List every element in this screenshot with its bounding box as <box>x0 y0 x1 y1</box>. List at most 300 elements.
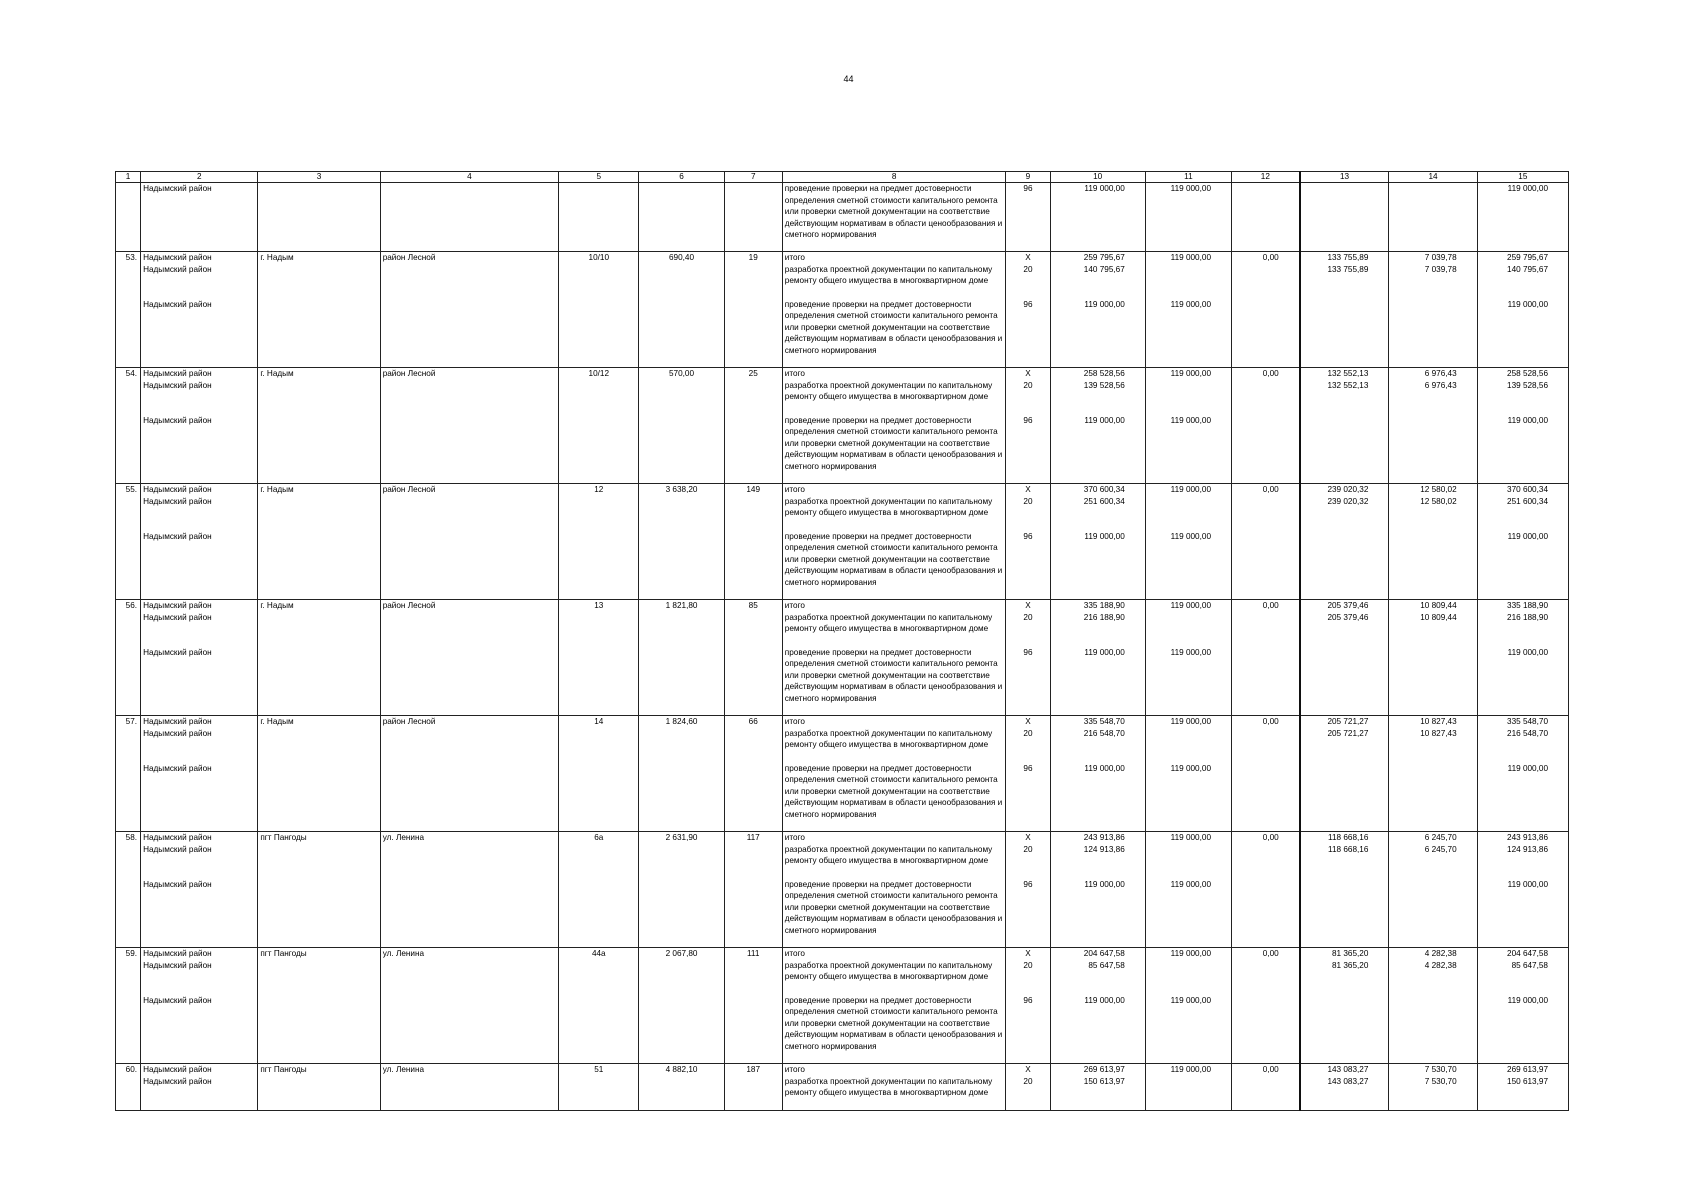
cell-col5 <box>559 763 639 832</box>
cell-col12 <box>1232 647 1300 716</box>
column-number-header: 6 <box>639 172 724 183</box>
cell-col3: г. Надым <box>258 368 380 380</box>
cell-col5 <box>559 264 639 299</box>
cell-col12 <box>1232 844 1300 879</box>
cell-col10: 204 647,58 <box>1050 948 1145 960</box>
cell-col4: ул. Ленина <box>380 832 558 844</box>
cell-col8: итого <box>782 832 1006 844</box>
cell-col6 <box>639 531 724 600</box>
cell-col13 <box>1300 183 1389 252</box>
cell-col14: 10 827,43 <box>1389 728 1477 763</box>
cell-col11: 119 000,00 <box>1145 600 1231 612</box>
cell-col6 <box>639 264 724 299</box>
cell-col6: 4 882,10 <box>639 1064 724 1076</box>
cell-col10: 216 188,90 <box>1050 612 1145 647</box>
table-row <box>116 496 1569 531</box>
cell-col7 <box>724 531 782 600</box>
cell-col15: 243 913,86 <box>1477 832 1568 844</box>
cell-col8: итого <box>782 368 1006 380</box>
cell-col3 <box>258 415 380 484</box>
cell-number <box>116 728 141 763</box>
cell-col2: Надымский район <box>141 600 258 612</box>
cell-col10: 119 000,00 <box>1050 299 1145 368</box>
cell-col14 <box>1389 299 1477 368</box>
cell-col3 <box>258 763 380 832</box>
cell-col11 <box>1145 496 1231 531</box>
cell-col6 <box>639 960 724 995</box>
cell-col15: 370 600,34 <box>1477 484 1568 496</box>
cell-col9: X <box>1006 600 1050 612</box>
cell-col13: 133 755,89 <box>1300 264 1389 299</box>
cell-col5: 10/12 <box>559 368 639 380</box>
cell-col11: 119 000,00 <box>1145 716 1231 728</box>
cell-col13: 81 365,20 <box>1300 960 1389 995</box>
cell-col7: 25 <box>724 368 782 380</box>
cell-col4 <box>380 183 558 252</box>
table-row <box>116 264 1569 299</box>
cell-col7 <box>724 844 782 879</box>
cell-col10: 251 600,34 <box>1050 496 1145 531</box>
cell-col10: 124 913,86 <box>1050 844 1145 879</box>
cell-col3: г. Надым <box>258 252 380 264</box>
cell-col11 <box>1145 612 1231 647</box>
cell-col9: 96 <box>1006 415 1050 484</box>
cell-col4 <box>380 264 558 299</box>
cell-col12 <box>1232 183 1300 252</box>
cell-col2: Надымский район <box>141 484 258 496</box>
column-number-header: 11 <box>1145 172 1231 183</box>
cell-col4 <box>380 844 558 879</box>
cell-col11: 119 000,00 <box>1145 299 1231 368</box>
cell-col8: проведение проверки на предмет достоверности определения сметной стоимости капитального ремонта или проверки сметной документации на соответствие действующим нормативам в области ценообразования и сметного нормирования <box>782 879 1006 948</box>
cell-col2: Надымский район <box>141 763 258 832</box>
cell-col13: 132 552,13 <box>1300 368 1389 380</box>
cell-col5 <box>559 728 639 763</box>
cell-col13: 239 020,32 <box>1300 484 1389 496</box>
cell-col8: итого <box>782 252 1006 264</box>
cell-col12 <box>1232 380 1300 415</box>
cell-col7: 187 <box>724 1064 782 1076</box>
cell-col5 <box>559 960 639 995</box>
cell-col9: X <box>1006 368 1050 380</box>
cell-col13 <box>1300 531 1389 600</box>
cell-col2: Надымский район <box>141 1076 258 1111</box>
cell-col6 <box>639 647 724 716</box>
cell-col9: X <box>1006 1064 1050 1076</box>
cell-col2: Надымский район <box>141 647 258 716</box>
cell-col3 <box>258 380 380 415</box>
cell-col4 <box>380 1076 558 1111</box>
cell-col7: 66 <box>724 716 782 728</box>
cell-col13 <box>1300 647 1389 716</box>
cell-col15: 150 613,97 <box>1477 1076 1568 1111</box>
cell-col15: 140 795,67 <box>1477 264 1568 299</box>
cell-col2: Надымский район <box>141 612 258 647</box>
cell-col7 <box>724 879 782 948</box>
cell-col3: пгт Пангоды <box>258 948 380 960</box>
cell-col14: 4 282,38 <box>1389 948 1477 960</box>
cell-col3 <box>258 844 380 879</box>
cell-col15: 139 528,56 <box>1477 380 1568 415</box>
cell-col13 <box>1300 879 1389 948</box>
cell-col14 <box>1389 763 1477 832</box>
cell-col4: район Лесной <box>380 252 558 264</box>
table-row <box>116 368 1569 380</box>
cell-col8: проведение проверки на предмет достоверности определения сметной стоимости капитального ремонта или проверки сметной документации на соответствие действующим нормативам в области ценообразования и сметного нормирования <box>782 763 1006 832</box>
column-number-header: 14 <box>1389 172 1477 183</box>
cell-col12 <box>1232 612 1300 647</box>
cell-col12 <box>1232 995 1300 1064</box>
cell-col11: 119 000,00 <box>1145 531 1231 600</box>
cell-col3: г. Надым <box>258 716 380 728</box>
cell-number <box>116 960 141 995</box>
table-row <box>116 380 1569 415</box>
cell-col9: 20 <box>1006 380 1050 415</box>
cell-col2: Надымский район <box>141 960 258 995</box>
table-row <box>116 948 1569 960</box>
cell-col13: 143 083,27 <box>1300 1076 1389 1111</box>
cell-col5 <box>559 531 639 600</box>
cell-number <box>116 763 141 832</box>
cell-col6 <box>639 728 724 763</box>
table-row <box>116 299 1569 368</box>
column-number-header: 12 <box>1232 172 1300 183</box>
cell-col12 <box>1232 299 1300 368</box>
cell-col14: 6 245,70 <box>1389 832 1477 844</box>
cell-col6 <box>639 183 724 252</box>
cell-col8: проведение проверки на предмет достоверности определения сметной стоимости капитального ремонта или проверки сметной документации на соответствие действующим нормативам в области ценообразования и сметного нормирования <box>782 415 1006 484</box>
cell-col12: 0,00 <box>1232 716 1300 728</box>
table-row <box>116 844 1569 879</box>
cell-col14 <box>1389 647 1477 716</box>
cell-col2: Надымский район <box>141 879 258 948</box>
cell-col14: 7 039,78 <box>1389 252 1477 264</box>
cell-number: 56. <box>116 600 141 612</box>
cell-col5: 10/10 <box>559 252 639 264</box>
cell-col11 <box>1145 380 1231 415</box>
cell-col3: г. Надым <box>258 600 380 612</box>
cell-col12 <box>1232 264 1300 299</box>
cell-col12: 0,00 <box>1232 948 1300 960</box>
cell-col14: 10 809,44 <box>1389 600 1477 612</box>
cell-col5: 6а <box>559 832 639 844</box>
cell-col6 <box>639 496 724 531</box>
cell-col10: 119 000,00 <box>1050 531 1145 600</box>
cell-col12 <box>1232 531 1300 600</box>
cell-col14 <box>1389 183 1477 252</box>
cell-col14: 10 809,44 <box>1389 612 1477 647</box>
cell-col13: 118 668,16 <box>1300 832 1389 844</box>
cell-col3 <box>258 264 380 299</box>
cell-col11: 119 000,00 <box>1145 763 1231 832</box>
cell-col7 <box>724 995 782 1064</box>
cell-col12: 0,00 <box>1232 368 1300 380</box>
table-row <box>116 183 1569 252</box>
cell-col13: 133 755,89 <box>1300 252 1389 264</box>
cell-col11: 119 000,00 <box>1145 879 1231 948</box>
cell-col5 <box>559 647 639 716</box>
cell-col8: разработка проектной документации по капитальному ремонту общего имущества в многоквартирном доме <box>782 612 1006 647</box>
cell-col8: итого <box>782 1064 1006 1076</box>
cell-col13: 239 020,32 <box>1300 496 1389 531</box>
cell-col7 <box>724 380 782 415</box>
cell-col6: 570,00 <box>639 368 724 380</box>
cell-col8: проведение проверки на предмет достоверности определения сметной стоимости капитального ремонта или проверки сметной документации на соответствие действующим нормативам в области ценообразования и сметного нормирования <box>782 299 1006 368</box>
cell-col5: 14 <box>559 716 639 728</box>
cell-number <box>116 844 141 879</box>
cell-col5 <box>559 496 639 531</box>
cell-col4 <box>380 960 558 995</box>
cell-col9: 96 <box>1006 299 1050 368</box>
cell-col2: Надымский район <box>141 264 258 299</box>
cell-col6 <box>639 844 724 879</box>
cell-number <box>116 264 141 299</box>
cell-col12 <box>1232 879 1300 948</box>
cell-col9: 20 <box>1006 728 1050 763</box>
cell-col5 <box>559 612 639 647</box>
column-number-header: 5 <box>559 172 639 183</box>
cell-col8: разработка проектной документации по капитальному ремонту общего имущества в многоквартирном доме <box>782 496 1006 531</box>
cell-col14: 7 530,70 <box>1389 1076 1477 1111</box>
cell-col4: район Лесной <box>380 368 558 380</box>
cell-col11: 119 000,00 <box>1145 415 1231 484</box>
cell-col4 <box>380 728 558 763</box>
cell-col5: 51 <box>559 1064 639 1076</box>
cell-col15: 251 600,34 <box>1477 496 1568 531</box>
cell-col14 <box>1389 995 1477 1064</box>
cell-number <box>116 380 141 415</box>
cell-col5 <box>559 380 639 415</box>
cell-col10: 119 000,00 <box>1050 647 1145 716</box>
cell-col8: итого <box>782 484 1006 496</box>
cell-col5 <box>559 183 639 252</box>
cell-col4 <box>380 496 558 531</box>
table-row <box>116 252 1569 264</box>
cell-col3 <box>258 879 380 948</box>
table-row <box>116 832 1569 844</box>
cell-col7 <box>724 264 782 299</box>
cell-col2: Надымский район <box>141 380 258 415</box>
table-row <box>116 879 1569 948</box>
cell-col15: 119 000,00 <box>1477 879 1568 948</box>
cell-col11: 119 000,00 <box>1145 832 1231 844</box>
cell-col11: 119 000,00 <box>1145 1064 1231 1076</box>
cell-col10: 258 528,56 <box>1050 368 1145 380</box>
cell-col7 <box>724 496 782 531</box>
cell-col13: 81 365,20 <box>1300 948 1389 960</box>
cell-number: 60. <box>116 1064 141 1076</box>
cell-col10: 119 000,00 <box>1050 763 1145 832</box>
cell-col2: Надымский район <box>141 832 258 844</box>
cell-col6 <box>639 763 724 832</box>
cell-col12 <box>1232 415 1300 484</box>
cell-col6 <box>639 612 724 647</box>
cell-col2: Надымский район <box>141 415 258 484</box>
cell-col11 <box>1145 1076 1231 1111</box>
table-row <box>116 1076 1569 1111</box>
cell-col15: 119 000,00 <box>1477 299 1568 368</box>
cell-col7 <box>724 960 782 995</box>
cell-col12: 0,00 <box>1232 252 1300 264</box>
cell-col2: Надымский район <box>141 299 258 368</box>
cell-col4 <box>380 380 558 415</box>
cell-col13: 143 083,27 <box>1300 1064 1389 1076</box>
cell-col5 <box>559 1076 639 1111</box>
cell-col7: 85 <box>724 600 782 612</box>
cell-col5 <box>559 415 639 484</box>
cell-col15: 216 548,70 <box>1477 728 1568 763</box>
cell-col5 <box>559 299 639 368</box>
cell-col13: 132 552,13 <box>1300 380 1389 415</box>
cell-col2: Надымский район <box>141 1064 258 1076</box>
cell-col8: разработка проектной документации по капитальному ремонту общего имущества в многоквартирном доме <box>782 728 1006 763</box>
cell-col6: 690,40 <box>639 252 724 264</box>
table-row <box>116 600 1569 612</box>
cell-col4 <box>380 879 558 948</box>
cell-col5: 44а <box>559 948 639 960</box>
cell-col11: 119 000,00 <box>1145 183 1231 252</box>
cell-col12 <box>1232 763 1300 832</box>
cell-col6 <box>639 415 724 484</box>
cell-col13 <box>1300 995 1389 1064</box>
cell-col3: пгт Пангоды <box>258 1064 380 1076</box>
cell-col7 <box>724 415 782 484</box>
cell-col8: разработка проектной документации по капитальному ремонту общего имущества в многоквартирном доме <box>782 1076 1006 1111</box>
cell-col10: 335 548,70 <box>1050 716 1145 728</box>
cell-col4: район Лесной <box>380 484 558 496</box>
header-row <box>116 172 1569 183</box>
cell-col15: 124 913,86 <box>1477 844 1568 879</box>
column-number-header: 3 <box>258 172 380 183</box>
cell-col3 <box>258 960 380 995</box>
cell-col7 <box>724 763 782 832</box>
cell-col13: 205 721,27 <box>1300 716 1389 728</box>
cell-col3: пгт Пангоды <box>258 832 380 844</box>
cell-col8: разработка проектной документации по капитальному ремонту общего имущества в многоквартирном доме <box>782 264 1006 299</box>
cell-number <box>116 995 141 1064</box>
cell-col15: 216 188,90 <box>1477 612 1568 647</box>
cell-col9: 20 <box>1006 496 1050 531</box>
cell-col11 <box>1145 264 1231 299</box>
cell-col6 <box>639 380 724 415</box>
cell-col4 <box>380 531 558 600</box>
cell-col2: Надымский район <box>141 531 258 600</box>
cell-col8: разработка проектной документации по капитальному ремонту общего имущества в многоквартирном доме <box>782 380 1006 415</box>
cell-col4: район Лесной <box>380 600 558 612</box>
cell-col8: итого <box>782 600 1006 612</box>
cell-col6: 1 824,60 <box>639 716 724 728</box>
cell-col2: Надымский район <box>141 496 258 531</box>
cell-col12: 0,00 <box>1232 600 1300 612</box>
cell-col3: г. Надым <box>258 484 380 496</box>
cell-col11: 119 000,00 <box>1145 368 1231 380</box>
cell-col15: 119 000,00 <box>1477 415 1568 484</box>
cell-col3 <box>258 183 380 252</box>
cell-col15: 335 548,70 <box>1477 716 1568 728</box>
cell-col2: Надымский район <box>141 716 258 728</box>
cell-col10: 335 188,90 <box>1050 600 1145 612</box>
cell-col10: 140 795,67 <box>1050 264 1145 299</box>
cell-col4: ул. Ленина <box>380 948 558 960</box>
cell-col7: 149 <box>724 484 782 496</box>
cell-col3 <box>258 995 380 1064</box>
cell-col9: X <box>1006 716 1050 728</box>
cell-col5: 13 <box>559 600 639 612</box>
cell-col9: 96 <box>1006 647 1050 716</box>
cell-col7 <box>724 183 782 252</box>
cell-col5: 12 <box>559 484 639 496</box>
cell-col10: 119 000,00 <box>1050 995 1145 1064</box>
cell-col6: 2 631,90 <box>639 832 724 844</box>
cell-number: 57. <box>116 716 141 728</box>
cell-col9: 20 <box>1006 612 1050 647</box>
cell-col10: 259 795,67 <box>1050 252 1145 264</box>
cell-col11: 119 000,00 <box>1145 484 1231 496</box>
cell-col7: 19 <box>724 252 782 264</box>
table-row <box>116 612 1569 647</box>
page-number: 44 <box>843 74 854 84</box>
cell-col8: проведение проверки на предмет достоверности определения сметной стоимости капитального ремонта или проверки сметной документации на соответствие действующим нормативам в области ценообразования и сметного нормирования <box>782 995 1006 1064</box>
cell-col5 <box>559 879 639 948</box>
cell-col7 <box>724 612 782 647</box>
cell-col14: 4 282,38 <box>1389 960 1477 995</box>
cell-col6: 2 067,80 <box>639 948 724 960</box>
cell-col6: 3 638,20 <box>639 484 724 496</box>
cell-col14 <box>1389 531 1477 600</box>
cell-col11: 119 000,00 <box>1145 995 1231 1064</box>
cell-number <box>116 612 141 647</box>
cell-col15: 335 188,90 <box>1477 600 1568 612</box>
cell-col8: разработка проектной документации по капитальному ремонту общего имущества в многоквартирном доме <box>782 960 1006 995</box>
column-number-header: 8 <box>782 172 1006 183</box>
cell-col14: 12 580,02 <box>1389 496 1477 531</box>
cell-col11: 119 000,00 <box>1145 948 1231 960</box>
cell-col13: 205 379,46 <box>1300 612 1389 647</box>
column-number-header: 15 <box>1477 172 1568 183</box>
cell-col15: 204 647,58 <box>1477 948 1568 960</box>
cell-col9: X <box>1006 832 1050 844</box>
cell-col10: 119 000,00 <box>1050 415 1145 484</box>
cell-col9: 96 <box>1006 879 1050 948</box>
cell-col9: 20 <box>1006 960 1050 995</box>
cell-col10: 85 647,58 <box>1050 960 1145 995</box>
cell-col9: 20 <box>1006 264 1050 299</box>
cell-col8: итого <box>782 948 1006 960</box>
cell-col8: проведение проверки на предмет достоверности определения сметной стоимости капитального ремонта или проверки сметной документации на соответствие действующим нормативам в области ценообразования и сметного нормирования <box>782 183 1006 252</box>
cell-col13: 205 379,46 <box>1300 600 1389 612</box>
cell-number: 59. <box>116 948 141 960</box>
cell-col2: Надымский район <box>141 368 258 380</box>
cell-col12 <box>1232 728 1300 763</box>
cell-number <box>116 1076 141 1111</box>
cell-col15: 119 000,00 <box>1477 763 1568 832</box>
cell-col2: Надымский район <box>141 728 258 763</box>
cell-number: 58. <box>116 832 141 844</box>
cell-col4 <box>380 612 558 647</box>
cell-col15: 119 000,00 <box>1477 531 1568 600</box>
cell-col3 <box>258 299 380 368</box>
cell-col6 <box>639 995 724 1064</box>
cell-col13 <box>1300 415 1389 484</box>
cell-col7 <box>724 728 782 763</box>
cell-col10: 243 913,86 <box>1050 832 1145 844</box>
cell-col9: X <box>1006 948 1050 960</box>
cell-col4 <box>380 647 558 716</box>
cell-col15: 119 000,00 <box>1477 183 1568 252</box>
column-number-header: 4 <box>380 172 558 183</box>
cell-col12: 0,00 <box>1232 1064 1300 1076</box>
cell-col8: проведение проверки на предмет достоверности определения сметной стоимости капитального ремонта или проверки сметной документации на соответствие действующим нормативам в области ценообразования и сметного нормирования <box>782 531 1006 600</box>
